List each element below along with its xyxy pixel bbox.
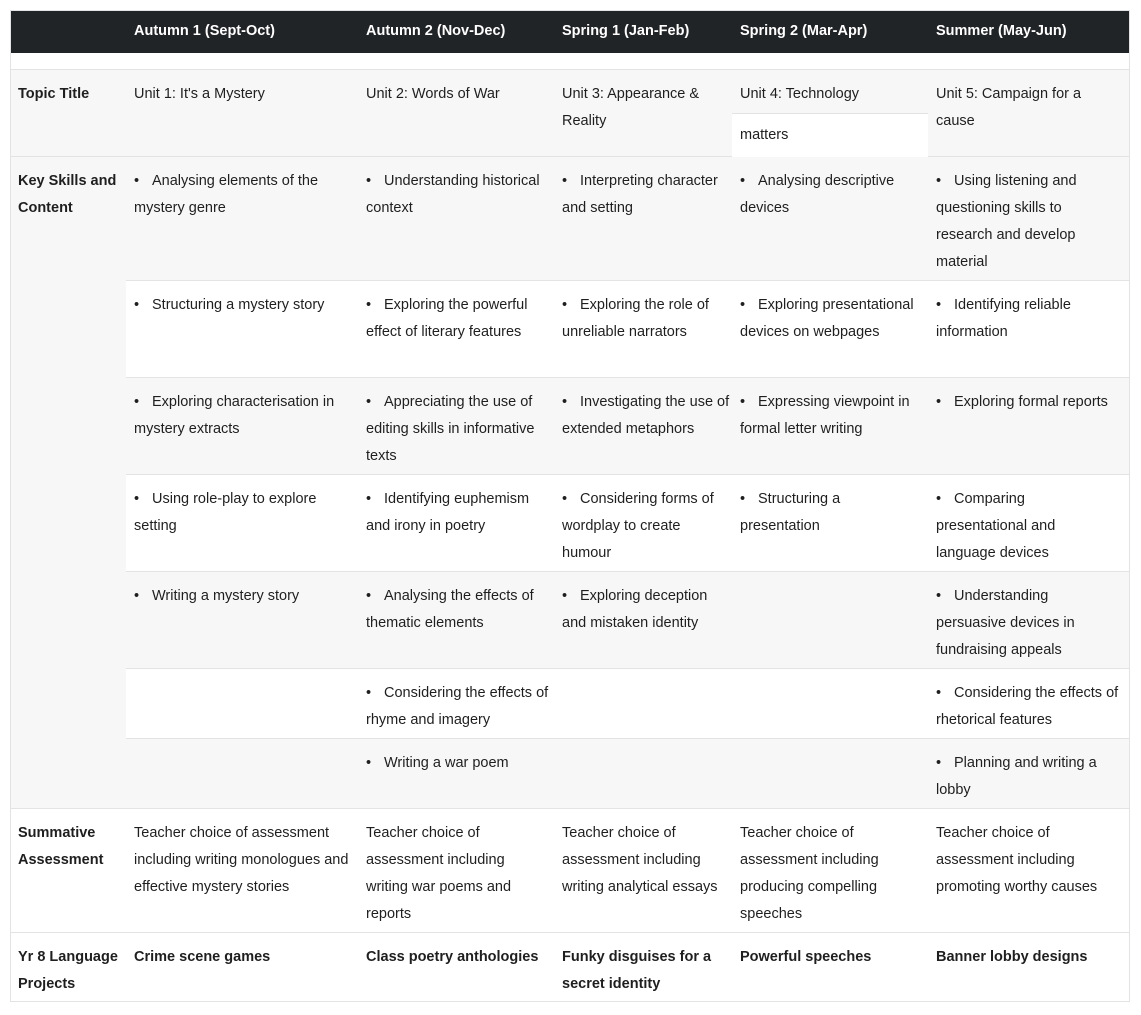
assessment-summer: Teacher choice of assessment including promoting worthy causes [936, 825, 1098, 895]
skills-row-6 [126, 669, 1130, 739]
skill-cell: • Considering forms of wordplay to create humour [562, 486, 730, 567]
assessment-autumn-2: Teacher choice of assessment including writing war poems and reports [366, 825, 512, 922]
skill-cell: • Understanding persuasive devices in fundraising appeals [936, 583, 1111, 664]
projects-label: Yr 8 Language Projects [18, 949, 118, 992]
skill-cell: • Considering the effects of rhyme and imagery [366, 680, 551, 734]
skill-cell: • Writing a mystery story [134, 583, 354, 610]
assessment-row [10, 809, 1130, 933]
skill-cell: • Exploring presentational devices on webpages [740, 292, 920, 346]
header-spacer [10, 53, 1130, 70]
skills-row-5 [126, 572, 1130, 669]
topic-spring-2-extra: matters [740, 127, 789, 143]
skill-cell: • Exploring characterisation in mystery extracts [134, 389, 354, 443]
curriculum-table [10, 10, 1130, 1002]
skill-cell: • Exploring deception and mistaken identity [562, 583, 730, 637]
skill-cell: • Planning and writing a lobby [936, 750, 1116, 804]
skill-cell: • Exploring the powerful effect of literary features [366, 292, 551, 346]
header-autumn-1: Autumn 1 (Sept-Oct) [134, 23, 275, 39]
assessment-autumn-1: Teacher choice of assessment including writing monologues and effective mystery stories [134, 825, 349, 895]
skills-row-3 [126, 378, 1130, 475]
project-autumn-2: Class poetry anthologies [366, 949, 539, 965]
skill-cell: • Using listening and questioning skills to research and develop material [936, 168, 1111, 276]
skill-cell: • Structuring a mystery story [134, 292, 354, 319]
skill-cell: • Exploring formal reports [936, 389, 1111, 416]
skill-cell: • Analysing descriptive devices [740, 168, 918, 222]
skill-cell: • Expressing viewpoint in formal letter writing [740, 389, 920, 443]
skills-block [10, 157, 1130, 809]
project-summer: Banner lobby designs [936, 949, 1088, 965]
project-spring-2: Powerful speeches [740, 949, 872, 965]
topic-row [10, 70, 1130, 157]
header-autumn-2: Autumn 2 (Nov-Dec) [366, 23, 506, 39]
project-autumn-1: Crime scene games [134, 949, 271, 965]
topic-spring-2: Unit 4: Technology [740, 86, 860, 102]
skill-cell: • Analysing the effects of thematic elements [366, 583, 551, 637]
skill-cell: • Considering the effects of rhetorical features [936, 680, 1126, 734]
skill-cell: • Exploring the role of unreliable narrators [562, 292, 730, 346]
topic-autumn-1: Unit 1: It's a Mystery [134, 86, 265, 102]
header-summer: Summer (May-Jun) [936, 23, 1067, 39]
skill-cell: • Interpreting character and setting [562, 168, 730, 222]
assessment-spring-1: Teacher choice of assessment including writing analytical essays [562, 825, 718, 895]
skill-cell: • Comparing presentational and language devices [936, 486, 1111, 567]
header-spring-1: Spring 1 (Jan-Feb) [562, 23, 690, 39]
skill-cell: • Identifying reliable information [936, 292, 1111, 346]
project-spring-1: Funky disguises for a secret identity [562, 949, 712, 992]
topic-label: Topic Title [18, 86, 90, 102]
skill-cell: • Writing a war poem [366, 750, 551, 777]
skill-cell: • Structuring a presentation [740, 486, 920, 540]
skill-cell: • Understanding historical context [366, 168, 551, 222]
topic-autumn-2: Unit 2: Words of War [366, 86, 500, 102]
skills-label: Key Skills and Content [18, 173, 117, 216]
table-header [10, 10, 1130, 53]
topic-summer: Unit 5: Campaign for a cause [936, 86, 1082, 129]
skills-row-1 [126, 157, 1130, 281]
skill-cell: • Appreciating the use of editing skills in informative texts [366, 389, 551, 470]
skills-row-4 [126, 475, 1130, 572]
skill-cell: • Investigating the use of extended metaphors [562, 389, 730, 443]
skills-row-2 [126, 281, 1130, 378]
skills-row-7 [126, 739, 1130, 808]
projects-row [10, 933, 1130, 1002]
skill-cell: • Identifying euphemism and irony in poetry [366, 486, 551, 540]
assessment-label: Summative Assessment [18, 825, 104, 868]
skill-cell: • Using role-play to explore setting [134, 486, 354, 540]
topic-spring-2-extra-bg [732, 113, 928, 157]
skill-cell: • Analysing elements of the mystery genre [134, 168, 346, 222]
assessment-spring-2: Teacher choice of assessment including producing compelling speeches [740, 825, 879, 922]
header-spring-2: Spring 2 (Mar-Apr) [740, 23, 868, 39]
topic-spring-1: Unit 3: Appearance & Reality [562, 86, 700, 129]
